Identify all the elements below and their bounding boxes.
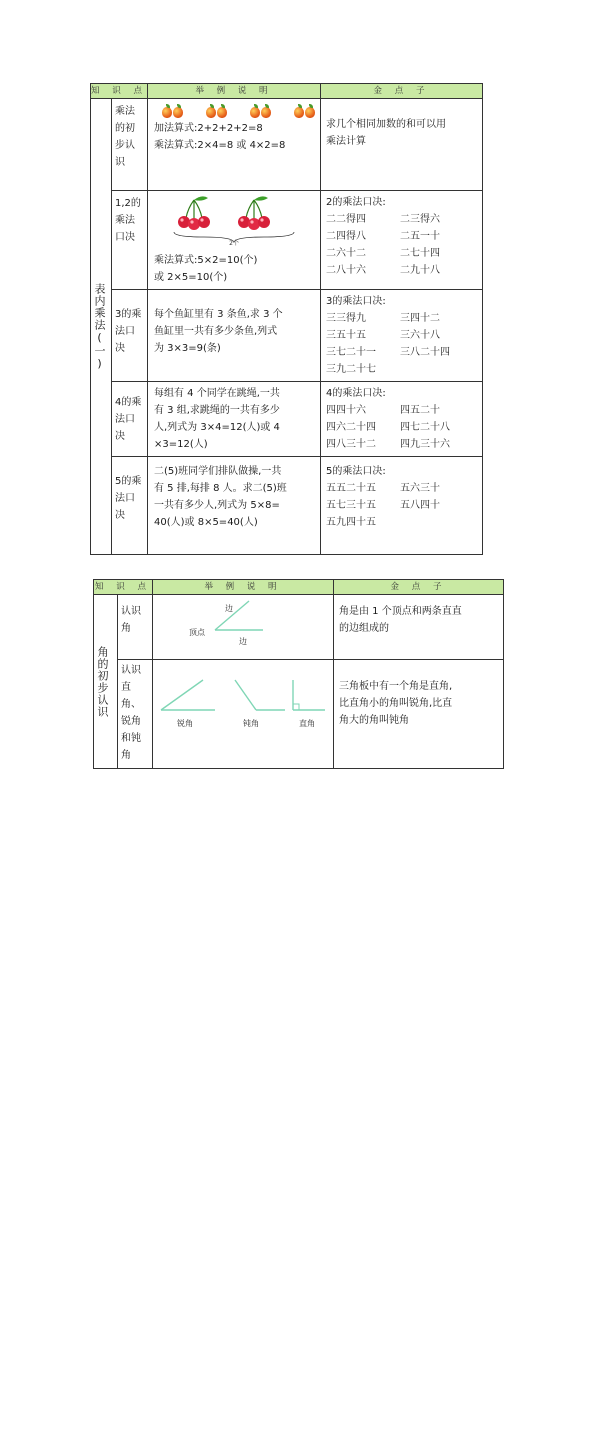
table-row	[91, 457, 483, 555]
rhyme: 二五一十	[400, 231, 440, 242]
example-cell	[148, 457, 321, 555]
tips-cell	[334, 660, 504, 769]
rhyme-row	[326, 419, 477, 436]
rhyme-row	[326, 262, 477, 279]
rhyme-row	[326, 344, 477, 361]
table-row	[94, 660, 504, 769]
subtopic-label: 4的乘法口决	[112, 382, 148, 457]
rhyme: 三八二十四	[400, 347, 450, 358]
rhyme: 二四得八	[326, 231, 366, 242]
subtopic-line: 和钝	[121, 733, 141, 744]
rhyme: 三三得九	[326, 313, 366, 324]
subtopic-label	[118, 660, 153, 769]
rhyme: 三四十二	[400, 313, 440, 324]
example-cell	[148, 290, 321, 382]
tips-line: 求几个相同加数的和可以用	[326, 119, 446, 130]
pear-icon	[217, 104, 227, 118]
obtuse-angle-side-1	[235, 680, 256, 710]
table-angles	[93, 579, 504, 769]
rhyme: 四九三十六	[400, 439, 450, 450]
table-row	[91, 191, 483, 290]
rhyme-row	[326, 327, 477, 344]
rhyme: 二九十八	[400, 265, 440, 276]
tips-cell	[321, 457, 483, 555]
example-line: 每组有 4 个同学在跳绳,一共	[154, 388, 280, 399]
label-obtuse: 钝角	[243, 719, 259, 728]
header-example: 举 例 说 明	[153, 580, 334, 595]
label-side-bottom: 边	[239, 637, 247, 646]
rhyme: 四五二十	[400, 405, 440, 416]
rhyme: 二二得四	[326, 214, 366, 225]
example-cell	[153, 660, 334, 769]
rhyme-row	[326, 480, 477, 497]
figure-label: 2个	[229, 240, 239, 246]
topic-cell	[94, 595, 118, 769]
rhyme-row	[326, 497, 477, 514]
table-row	[91, 382, 483, 457]
rhyme-row	[326, 361, 477, 378]
rhyme-row	[326, 514, 477, 531]
table-row	[94, 595, 504, 660]
label-side-top: 边	[225, 604, 233, 613]
rhyme: 二七十四	[400, 248, 440, 259]
example-line: 人,列式为 3×4=12(人)或 4	[154, 422, 280, 433]
table-row	[91, 290, 483, 382]
example-cell	[148, 191, 321, 290]
rhyme: 四四十六	[326, 405, 366, 416]
subtopic-line: 锐角	[121, 716, 141, 727]
right-angle-mark-icon	[293, 704, 299, 710]
rhyme: 二八十六	[326, 265, 366, 276]
rhyme: 三九二十七	[326, 364, 376, 375]
example-cell	[153, 595, 334, 660]
rhyme: 四七二十八	[400, 422, 450, 433]
example-line: 鱼缸里一共有多少条鱼,列式	[154, 326, 278, 337]
rhyme: 三六十八	[400, 330, 440, 341]
rhyme-row	[326, 402, 477, 419]
example-line: 二(5)班同学们排队做操,一共	[154, 466, 282, 477]
tips-line: 乘法计算	[326, 136, 366, 147]
tips-cell	[321, 382, 483, 457]
pear-icon	[206, 104, 216, 118]
subtopic-line: 认识	[121, 665, 141, 676]
tips-line: 三角板中有一个角是直角,	[339, 681, 453, 692]
header-knowledge: 知 识 点	[91, 84, 148, 99]
rhyme: 四六二十四	[326, 422, 376, 433]
tips-line: 比直角小的角叫锐角,比直	[339, 698, 453, 709]
example-line: 40(人)或 8×5=40(人)	[154, 517, 258, 528]
cherry-figure	[154, 194, 314, 246]
example-cell	[148, 382, 321, 457]
tips-line: 的边组成的	[339, 623, 389, 634]
tips-title: 5的乘法口决:	[326, 466, 386, 477]
label-acute: 锐角	[177, 719, 193, 728]
example-line: 有 5 排,每排 8 人。求二(5)班	[154, 483, 287, 494]
topic-label: 角的初步认识	[96, 645, 109, 718]
example-line: 乘法算式:5×2=10(个)	[154, 255, 258, 266]
rhyme-row	[326, 211, 477, 228]
example-cell	[148, 99, 321, 191]
table-row	[91, 99, 483, 191]
example-line: 加法算式:2+2+2+2=8	[154, 123, 263, 134]
rhyme: 五六三十	[400, 483, 440, 494]
example-line: 乘法算式:2×4=8 或 4×2=8	[154, 140, 286, 151]
header-knowledge: 知 识 点	[94, 580, 153, 595]
pear-icon	[162, 104, 172, 118]
table-header	[91, 84, 483, 99]
rhyme: 三七二十一	[326, 347, 376, 358]
acute-angle-side-1	[161, 680, 203, 710]
subtopic-line: 角	[121, 750, 131, 761]
pear-icon	[173, 104, 183, 118]
rhyme: 五七三十五	[326, 500, 376, 511]
example-line: 每个鱼缸里有 3 条鱼,求 3 个	[154, 309, 283, 320]
label-right: 直角	[299, 719, 315, 728]
subtopic-label: 3的乘法口决	[112, 290, 148, 382]
pear-icon	[305, 104, 315, 118]
subtopic-line: 直角、	[121, 682, 141, 710]
pear-icon	[261, 104, 271, 118]
pear-icon	[250, 104, 260, 118]
example-line: ×3=12(人)	[154, 439, 208, 450]
tips-title: 2的乘法口决:	[326, 197, 386, 208]
rhyme: 四八三十二	[326, 439, 376, 450]
rhyme: 三五十五	[326, 330, 366, 341]
subtopic-label: 乘法的初步认识	[112, 99, 148, 191]
rhyme: 二三得六	[400, 214, 440, 225]
tips-cell	[321, 191, 483, 290]
angle-figure	[153, 595, 334, 653]
rhyme: 五九四十五	[326, 517, 376, 528]
rhyme-row	[326, 245, 477, 262]
table-multiplication	[90, 83, 483, 555]
tips-cell	[321, 99, 483, 191]
pear-figure	[154, 104, 314, 118]
label-vertex: 顶点	[189, 628, 205, 637]
tips-cell	[321, 290, 483, 382]
tips-line: 角是由 1 个顶点和两条直直	[339, 606, 462, 617]
subtopic-line: 认识	[121, 606, 141, 617]
subtopic-line: 角	[121, 623, 131, 634]
rhyme: 二六十二	[326, 248, 366, 259]
topic-label: 表内乘法(一)	[93, 282, 106, 371]
table-header	[94, 580, 504, 595]
rhyme-row	[326, 436, 477, 453]
angle-types-figure	[153, 660, 334, 756]
header-tips: 金 点 子	[321, 84, 483, 99]
subtopic-label: 1,2的乘法口决	[112, 191, 148, 290]
cherry-icon	[178, 196, 210, 230]
header-example: 举 例 说 明	[148, 84, 321, 99]
tips-line: 角大的角叫钝角	[339, 715, 409, 726]
topic-cell	[91, 99, 112, 555]
example-line: 为 3×3=9(条)	[154, 343, 221, 354]
pear-icon	[294, 104, 304, 118]
tips-cell	[334, 595, 504, 660]
tips-title: 4的乘法口决:	[326, 388, 386, 399]
rhyme-row	[326, 228, 477, 245]
example-line: 有 3 组,求跳绳的一共有多少	[154, 405, 280, 416]
subtopic-label: 5的乘法口决	[112, 457, 148, 555]
header-tips: 金 点 子	[334, 580, 504, 595]
example-line: 或 2×5=10(个)	[154, 272, 228, 283]
tips-title: 3的乘法口决:	[326, 296, 386, 307]
example-line: 一共有多少人,列式为 5×8=	[154, 500, 280, 511]
cherry-icon	[238, 196, 270, 230]
rhyme: 五八四十	[400, 500, 440, 511]
subtopic-label	[118, 595, 153, 660]
rhyme-row	[326, 310, 477, 327]
rhyme: 五五二十五	[326, 483, 376, 494]
